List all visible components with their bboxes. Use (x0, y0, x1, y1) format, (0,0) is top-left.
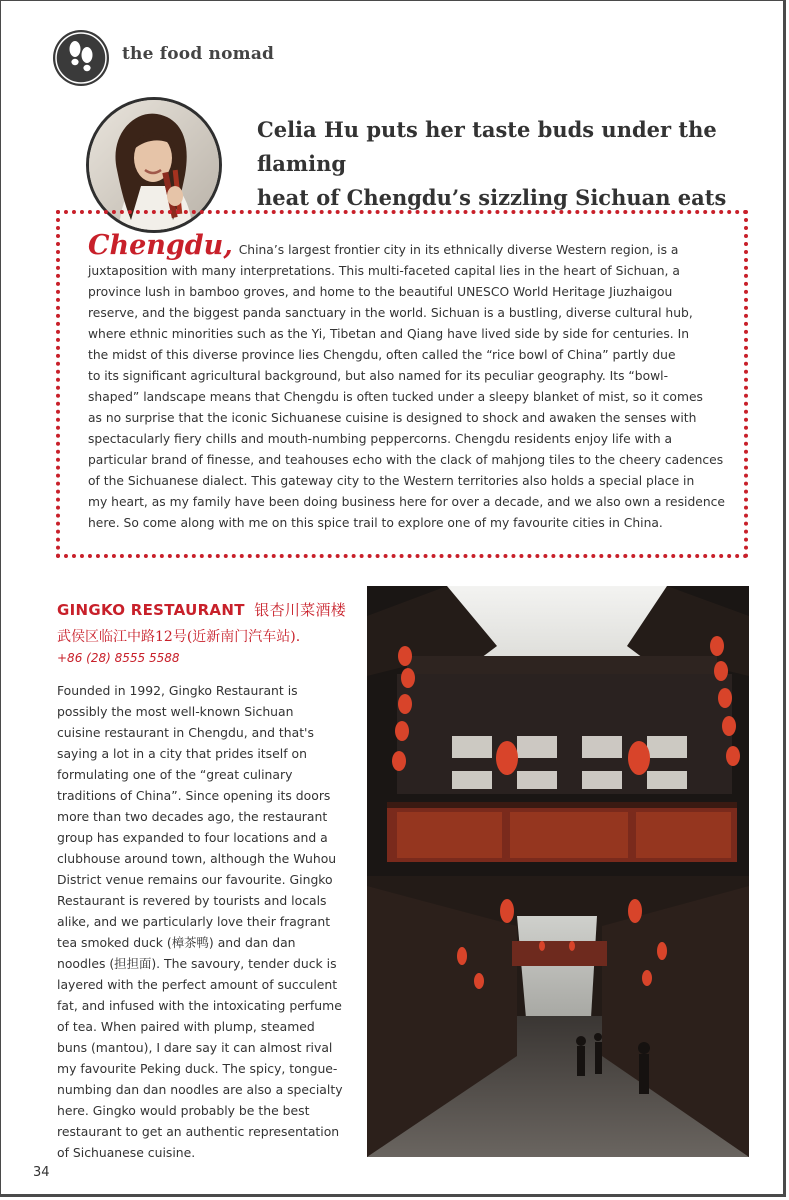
body-line: cuisine restaurant in Chengdu, and that's (57, 725, 314, 740)
restaurant-name-cn: 银杏川菜酒楼 (254, 601, 347, 619)
intro-line: juxtaposition with many interpretations. This multi-faceted capital lies in the heart of Sichuan, a (88, 264, 680, 278)
page-number: 34 (33, 1165, 50, 1180)
chengdu-street-photo (367, 586, 749, 1157)
footprints-icon (53, 30, 109, 86)
body-line: clubhouse around town, although the Wuhou (57, 851, 337, 866)
body-line: traditions of China”. Since opening its doors (57, 788, 331, 803)
body-line: group has expanded to four locations and a (57, 830, 328, 845)
intro-line: as no surprise that the iconic Sichuanese cuisine is designed to shock and awaken the senses with (88, 411, 697, 425)
headline-line-2: heat of Chengdu’s sizzling Sichuan eats (257, 185, 727, 210)
intro-line: shaped” landscape means that Chengdu is often tucked under a sleepy blanket of mist, so it comes (88, 390, 703, 404)
intro-paragraph (88, 230, 738, 534)
restaurant-phone: +86 (28) 8555 5588 (57, 651, 180, 665)
intro-line: reserve, and the biggest panda sanctuary in the world. Sichuan is a bustling, diverse cultural hub, (88, 306, 693, 320)
intro-line-text: China’s largest frontier city in its ethnically diverse Western region, is a (238, 243, 679, 257)
intro-line: the midst of this diverse province lies Chengdu, often called the “rice bowl of China” partly due (88, 348, 676, 362)
intro-line: of the Sichuanese dialect. This gateway city to the Western territories also holds a special place in (88, 474, 695, 488)
restaurant-address: 武侯区临江中路12号(近新南门汽车站). (57, 629, 301, 645)
body-line: fat, and infused with the intoxicating perfume (57, 998, 342, 1013)
body-line: numbing dan dan noodles are also a specialty (57, 1082, 343, 1097)
body-line: of Sichuanese cuisine. (57, 1145, 196, 1160)
body-line: of tea. When paired with plump, steamed (57, 1019, 315, 1034)
body-line: layered with the perfect amount of succulent (57, 977, 338, 992)
intro-line: province lush in bamboo groves, and home to the beautiful UNESCO World Heritage Jiuzhaigou (88, 285, 673, 299)
intro-line: particular brand of finesse, and teahouses echo with the clack of mahjong tiles to the cheery cadences (88, 453, 724, 467)
section-label: the food nomad (122, 44, 275, 64)
headline-line-1: Celia Hu puts her taste buds under the flaming (257, 117, 717, 176)
intro-line: to its significant agricultural background, but also named for its peculiar geography. Its “bowl- (88, 369, 669, 383)
intro-line: where ethnic minorities such as the Yi, Tibetan and Qiang have lived side by side for centuries. In (88, 327, 690, 341)
body-line: restaurant to get an authentic representation (57, 1124, 340, 1139)
body-line: District venue remains our favourite. Gingko (57, 872, 333, 887)
intro-line: spectacularly fiery chills and mouth-numbing peppercorns. Chengdu residents enjoy life with a (88, 432, 673, 446)
headline (257, 113, 757, 215)
restaurant-name-en: GINGKO RESTAURANT (57, 601, 245, 619)
body-line: here. Gingko would probably be the best (57, 1103, 310, 1118)
body-line: buns (mantou), I dare say it can almost rival (57, 1040, 333, 1055)
body-line: saying a lot in a city that prides itself on (57, 746, 307, 761)
body-line: more than two decades ago, the restaurant (57, 809, 328, 824)
body-line: formulating one of the “great culinary (57, 767, 293, 782)
intro-lead-word: Chengdu, (88, 230, 233, 261)
intro-line: my heart, as my family have been doing business here for over a decade, and we also own a residence (88, 495, 725, 509)
body-line: noodles (担担面). The savoury, tender duck is (57, 956, 337, 971)
body-line: Founded in 1992, Gingko Restaurant is (57, 683, 298, 698)
intro-line (88, 230, 738, 261)
body-line: possibly the most well-known Sichuan (57, 704, 294, 719)
body-line: Restaurant is revered by tourists and locals (57, 893, 327, 908)
body-line: alike, and we particularly love their fragrant (57, 914, 331, 929)
intro-line: here. So come along with me on this spice trail to explore one of my favourite cities in China. (88, 516, 663, 530)
body-line: my favourite Peking duck. The spicy, tongue- (57, 1061, 338, 1076)
restaurant-description (57, 680, 349, 1163)
body-line: tea smoked duck (樟茶鸭) and dan dan (57, 935, 296, 950)
restaurant-name (57, 599, 346, 620)
